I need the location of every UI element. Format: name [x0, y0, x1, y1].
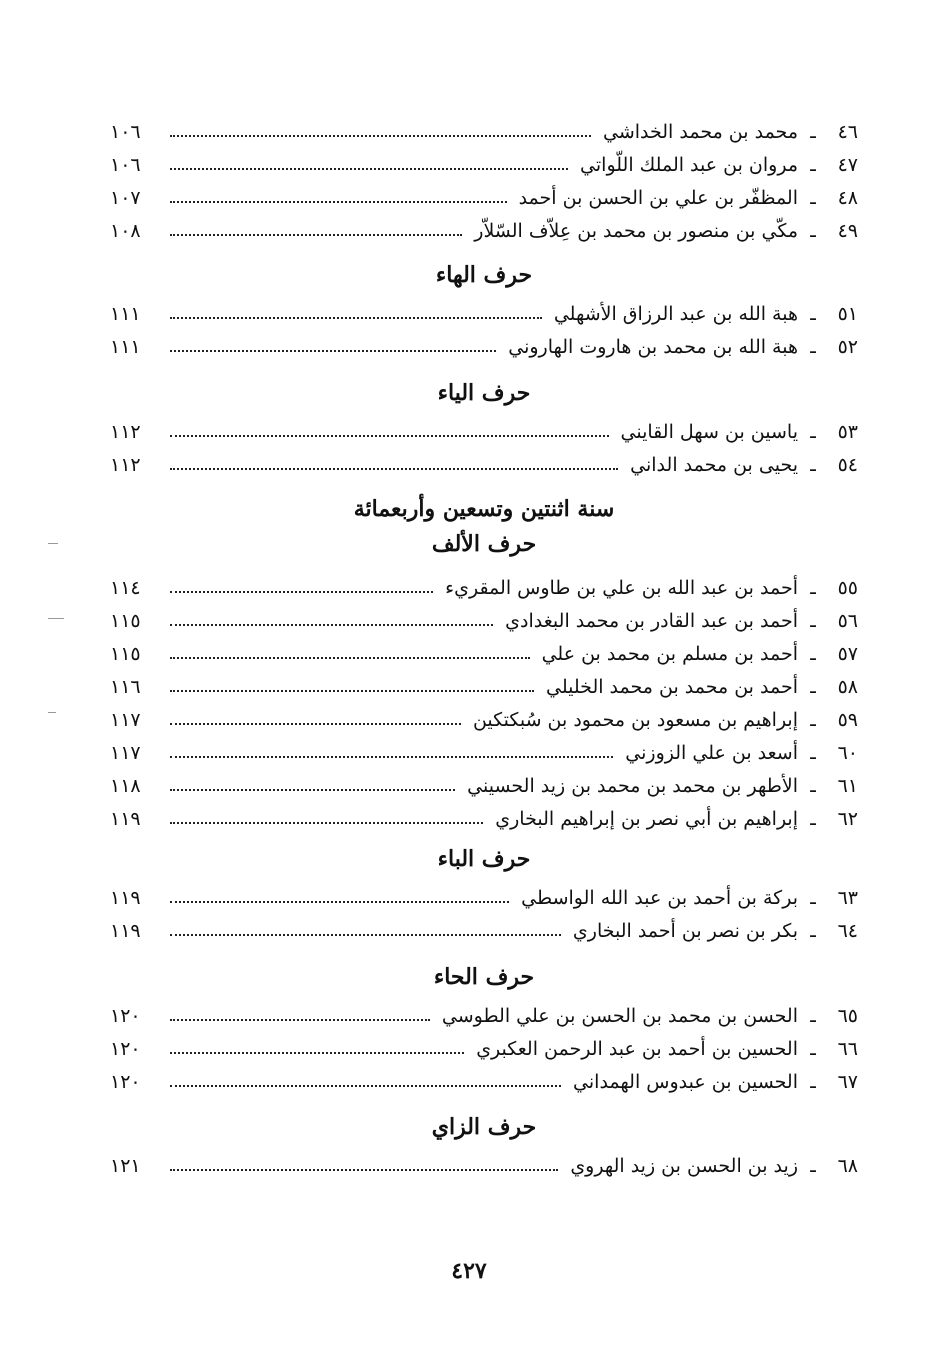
dot-leader	[170, 789, 455, 791]
toc-entry	[110, 1150, 858, 1183]
entry-number: ٦٢	[837, 808, 858, 830]
section-letter-zay	[110, 1104, 858, 1183]
dot-leader	[170, 435, 609, 437]
entry-page: ١١٧	[110, 709, 141, 731]
section-letter-yaa	[110, 370, 858, 482]
entry-page: ١١٩	[110, 808, 141, 830]
entry-name: إبراهيم بن أبي نصر بن إبراهيم البخاري	[495, 808, 798, 830]
entry-name: بكر بن نصر بن أحمد البخاري	[572, 920, 798, 942]
section-year-492	[110, 494, 858, 836]
entry-page: ١١٥	[110, 643, 141, 665]
entry-dash: ـ	[810, 709, 816, 731]
dot-leader	[170, 591, 433, 593]
entry-number: ٥٥	[837, 577, 858, 599]
toc-entry	[110, 416, 858, 449]
entry-name: يحيى بن محمد الداني	[630, 454, 798, 476]
entry-dash: ـ	[810, 1005, 816, 1027]
entry-dash: ـ	[810, 920, 816, 942]
dot-leader	[170, 1019, 430, 1021]
entry-number: ٦٤	[837, 920, 858, 942]
entry-page: ١٢٠	[110, 1005, 141, 1027]
toc-entry	[110, 605, 858, 638]
toc-entry	[110, 1000, 858, 1033]
section-letter-haa2	[110, 954, 858, 1099]
toc-entry	[110, 298, 858, 331]
entry-dash: ـ	[810, 187, 816, 209]
entry-dash: ـ	[810, 1038, 816, 1060]
toc-entry	[110, 671, 858, 704]
section-heading: حرف الباء	[437, 846, 531, 872]
entry-dash: ـ	[810, 121, 816, 143]
entry-name: محمد بن محمد الخداشي	[602, 121, 798, 143]
entry-page: ١١٩	[110, 920, 141, 942]
entry-dash: ـ	[810, 808, 816, 830]
section-heading: حرف الألف	[431, 531, 537, 557]
entry-name: الأطهر بن محمد بن محمد بن زيد الحسيني	[467, 775, 798, 797]
entry-dash: ـ	[810, 303, 816, 325]
entry-name: مكّي بن منصور بن محمد بن عِلاّف السّلاّر	[474, 220, 798, 242]
dot-leader	[170, 350, 496, 352]
toc-entry	[110, 882, 858, 915]
dot-leader	[170, 135, 591, 137]
entry-number: ٥٦	[837, 610, 858, 632]
entry-dash: ـ	[810, 1071, 816, 1093]
entry-name: هبة الله بن محمد بن هاروت الهاروني	[508, 336, 798, 358]
entry-page: ١١٢	[110, 421, 141, 443]
entry-number: ٦٥	[837, 1005, 858, 1027]
entry-dash: ـ	[810, 887, 816, 909]
entry-page: ١٢٠	[110, 1071, 141, 1093]
entry-number: ٦٦	[837, 1038, 858, 1060]
section-letter-haa	[110, 252, 858, 364]
section-continuation	[110, 116, 858, 248]
entry-name: هبة الله بن عبد الرزاق الأشهلي	[553, 303, 798, 325]
entry-number: ٦٨	[837, 1155, 858, 1177]
dot-leader	[170, 168, 568, 170]
entry-dash: ـ	[810, 676, 816, 698]
entry-number: ٤٧	[837, 154, 858, 176]
entry-number: ٦٧	[837, 1071, 858, 1093]
entry-page: ١٠٧	[110, 187, 141, 209]
entry-number: ٥٣	[837, 421, 858, 443]
toc-entry	[110, 1066, 858, 1099]
entry-name: المظفّر بن علي بن الحسن بن أحمد	[518, 187, 798, 209]
dot-leader	[170, 690, 534, 692]
entry-dash: ـ	[810, 421, 816, 443]
entry-page: ١٠٨	[110, 220, 141, 242]
toc-entry	[110, 572, 858, 605]
entry-page: ١١٦	[110, 676, 141, 698]
toc-entry	[110, 770, 858, 803]
entry-dash: ـ	[810, 577, 816, 599]
dot-leader	[170, 756, 613, 758]
entry-number: ٤٩	[837, 220, 858, 242]
toc-entry	[110, 331, 858, 364]
dot-leader	[170, 1169, 558, 1171]
entry-dash: ـ	[810, 742, 816, 764]
entry-dash: ـ	[810, 643, 816, 665]
margin-mark	[48, 712, 56, 713]
toc-entry	[110, 737, 858, 770]
page-number: ٤٢٧	[451, 1258, 487, 1284]
dot-leader	[170, 901, 509, 903]
entry-dash: ـ	[810, 454, 816, 476]
dot-leader	[170, 468, 618, 470]
entry-name: الحسين بن أحمد بن عبد الرحمن العكبري	[476, 1038, 798, 1060]
entry-name: أحمد بن مسلم بن محمد بن علي	[541, 643, 798, 665]
entry-number: ٥٧	[837, 643, 858, 665]
dot-leader	[170, 1052, 464, 1054]
toc-entry	[110, 803, 858, 836]
section-heading: حرف الزاي	[431, 1114, 537, 1140]
entry-number: ٥٨	[837, 676, 858, 698]
entry-name: زيد بن الحسن بن زيد الهروي	[570, 1155, 798, 1177]
dot-leader	[170, 934, 561, 936]
section-heading: حرف الحاء	[433, 964, 535, 990]
section-heading: حرف الهاء	[435, 262, 533, 288]
entry-page: ١١٢	[110, 454, 141, 476]
entry-page: ١٠٦	[110, 154, 141, 176]
entry-number: ٦٠	[837, 742, 858, 764]
entry-page: ١١١	[110, 303, 141, 325]
dot-leader	[170, 657, 530, 659]
entry-number: ٥١	[837, 303, 858, 325]
toc-entry	[110, 1033, 858, 1066]
entry-number: ٦١	[837, 775, 858, 797]
toc-entry	[110, 182, 858, 215]
year-heading: سنة اثنتين وتسعين وأربعمائة	[353, 496, 615, 522]
entry-number: ٤٨	[837, 187, 858, 209]
entry-page: ١٢٠	[110, 1038, 141, 1060]
dot-leader	[170, 1085, 561, 1087]
entry-name: أحمد بن عبد القادر بن محمد البغدادي	[505, 610, 798, 632]
entry-name: أسعد بن علي الزوزني	[625, 742, 798, 764]
entry-number: ٥٤	[837, 454, 858, 476]
entry-page: ١٢١	[110, 1155, 141, 1177]
dot-leader	[170, 624, 493, 626]
margin-mark	[48, 543, 58, 544]
margin-mark	[48, 618, 64, 619]
section-letter-baa	[110, 836, 858, 948]
toc-entry	[110, 704, 858, 737]
entry-dash: ـ	[810, 610, 816, 632]
entry-name: ياسين بن سهل القايني	[620, 421, 798, 443]
entry-number: ٥٩	[837, 709, 858, 731]
entry-page: ١١٨	[110, 775, 141, 797]
entry-name: مروان بن عبد الملك اللّواتي	[580, 154, 798, 176]
entry-page: ١٠٦	[110, 121, 141, 143]
entry-dash: ـ	[810, 154, 816, 176]
section-heading: حرف الياء	[437, 380, 531, 406]
entry-name: الحسين بن عبدوس الهمداني	[573, 1071, 798, 1093]
entry-number: ٥٢	[837, 336, 858, 358]
entry-dash: ـ	[810, 336, 816, 358]
entry-dash: ـ	[810, 775, 816, 797]
toc-entry	[110, 215, 858, 248]
entry-number: ٤٦	[837, 121, 858, 143]
entry-page: ١١٧	[110, 742, 141, 764]
dot-leader	[170, 201, 507, 203]
dot-leader	[170, 317, 542, 319]
dot-leader	[170, 723, 461, 725]
toc-entry	[110, 638, 858, 671]
entry-number: ٦٣	[837, 887, 858, 909]
dot-leader	[170, 234, 462, 236]
entry-page: ١١١	[110, 336, 141, 358]
entry-name: الحسن بن محمد بن الحسن بن علي الطوسي	[441, 1005, 798, 1027]
entry-dash: ـ	[810, 220, 816, 242]
entry-name: بركة بن أحمد بن عبد الله الواسطي	[521, 887, 798, 909]
toc-entry	[110, 116, 858, 149]
dot-leader	[170, 822, 483, 824]
entry-page: ١١٩	[110, 887, 141, 909]
toc-entry	[110, 449, 858, 482]
entry-dash: ـ	[810, 1155, 816, 1177]
entry-page: ١١٥	[110, 610, 141, 632]
entry-name: أحمد بن عبد الله بن علي بن طاوس المقريء	[445, 577, 798, 599]
toc-entry	[110, 915, 858, 948]
entry-page: ١١٤	[110, 577, 141, 599]
toc-entry	[110, 149, 858, 182]
entry-name: إبراهيم بن مسعود بن محمود بن سُبكتكين	[472, 709, 798, 731]
entry-name: أحمد بن محمد بن محمد الخليلي	[546, 676, 798, 698]
